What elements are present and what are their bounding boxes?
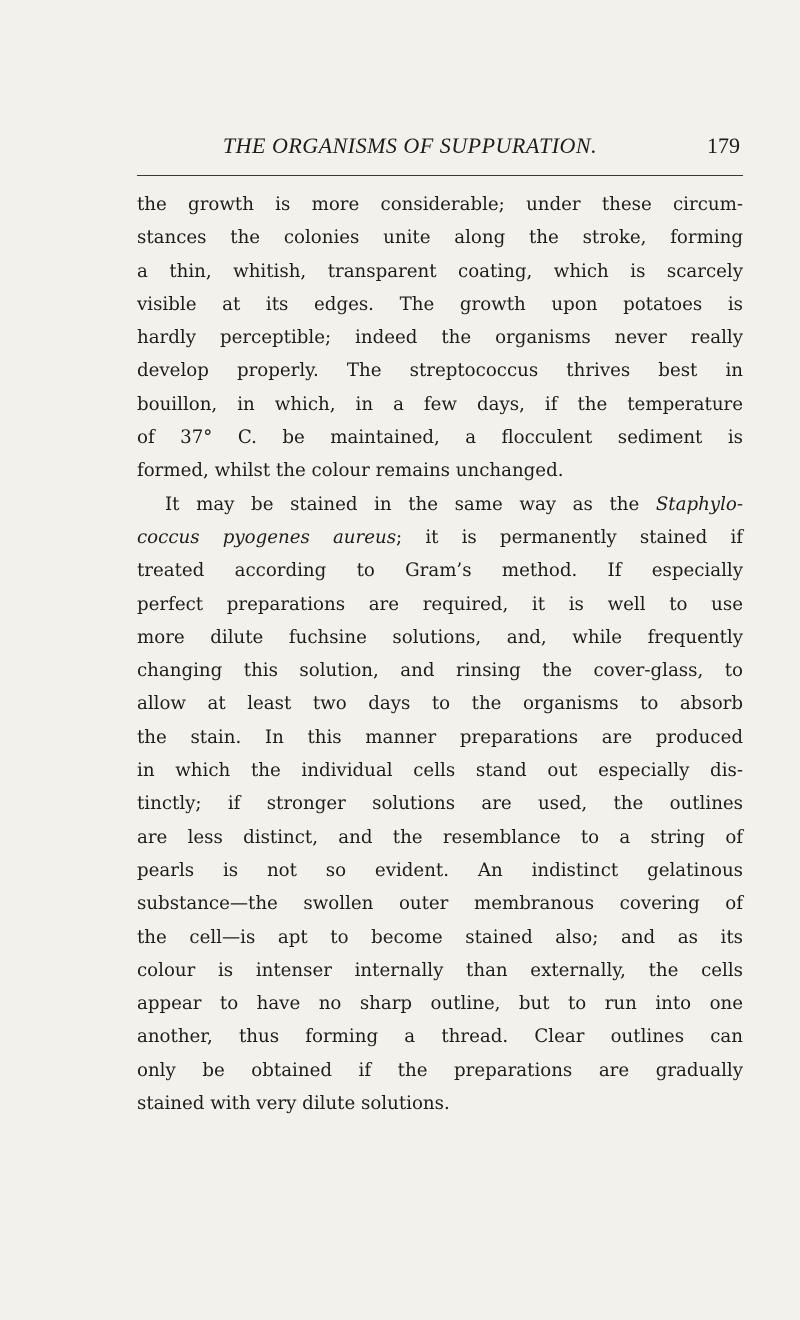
text-line: in which the individual cells stand out especially dis- bbox=[137, 760, 743, 782]
text-line: are less distinct, and the resemblance to a string of bbox=[137, 826, 743, 848]
text-run: It may be stained in the same way as the bbox=[165, 493, 656, 515]
text-line: pearls is not so evident. An indistinct gelatinous bbox=[137, 859, 743, 881]
text-line: tinctly; if stronger solutions are used, the outlines bbox=[137, 793, 743, 815]
text-line bbox=[137, 488, 743, 521]
text-line: perfect preparations are required, it is well to use bbox=[137, 593, 743, 615]
text-line: of 37° C. be maintained, a flocculent sediment is bbox=[137, 427, 743, 449]
text-line: another, thus forming a thread. Clear outlines can bbox=[137, 1026, 743, 1048]
text-line: hardly perceptible; indeed the organisms never really bbox=[137, 327, 743, 349]
text-line: more dilute fuchsine solutions, and, while frequently bbox=[137, 626, 743, 648]
italic-run: Staphylo- bbox=[655, 493, 743, 515]
running-head bbox=[140, 131, 740, 161]
text-line: formed, whilst the colour remains unchanged. bbox=[137, 460, 564, 482]
text-line: visible at its edges. The growth upon potatoes is bbox=[137, 293, 743, 315]
text-line: treated according to Gram’s method. If especially bbox=[137, 560, 743, 582]
text-line: appear to have no sharp outline, but to run into one bbox=[137, 993, 743, 1015]
body-text bbox=[137, 188, 743, 1120]
italic-run: coccus pyogenes aureus bbox=[137, 526, 397, 548]
page-number: 179 bbox=[707, 133, 740, 158]
text-line bbox=[137, 521, 743, 554]
text-line: substance—the swollen outer membranous covering of bbox=[137, 893, 743, 915]
text-line: only be obtained if the preparations are gradually bbox=[137, 1059, 743, 1081]
running-title: THE ORGANISMS OF SUPPURATION. bbox=[222, 133, 598, 158]
text-run: ; it is permanently stained if bbox=[396, 526, 743, 548]
text-line: develop properly. The streptococcus thrives best in bbox=[137, 360, 743, 382]
text-line: the growth is more considerable; under these circum- bbox=[137, 194, 743, 215]
text-line: stained with very dilute solutions. bbox=[137, 1093, 450, 1115]
text-line: allow at least two days to the organisms to absorb bbox=[137, 693, 743, 715]
text-line: changing this solution, and rinsing the cover-glass, to bbox=[137, 660, 743, 682]
text-line: the stain. In this manner preparations are produced bbox=[137, 726, 743, 748]
text-line: the cell—is apt to become stained also; and as its bbox=[137, 926, 743, 948]
header-rule bbox=[137, 175, 743, 176]
text-line: bouillon, in which, in a few days, if the temperature bbox=[137, 393, 743, 415]
text-line: colour is intenser internally than externally, the cells bbox=[137, 959, 743, 981]
text-line: a thin, whitish, transparent coating, which is scarcely bbox=[137, 260, 743, 282]
text-line: stances the colonies unite along the stroke, forming bbox=[137, 227, 743, 249]
